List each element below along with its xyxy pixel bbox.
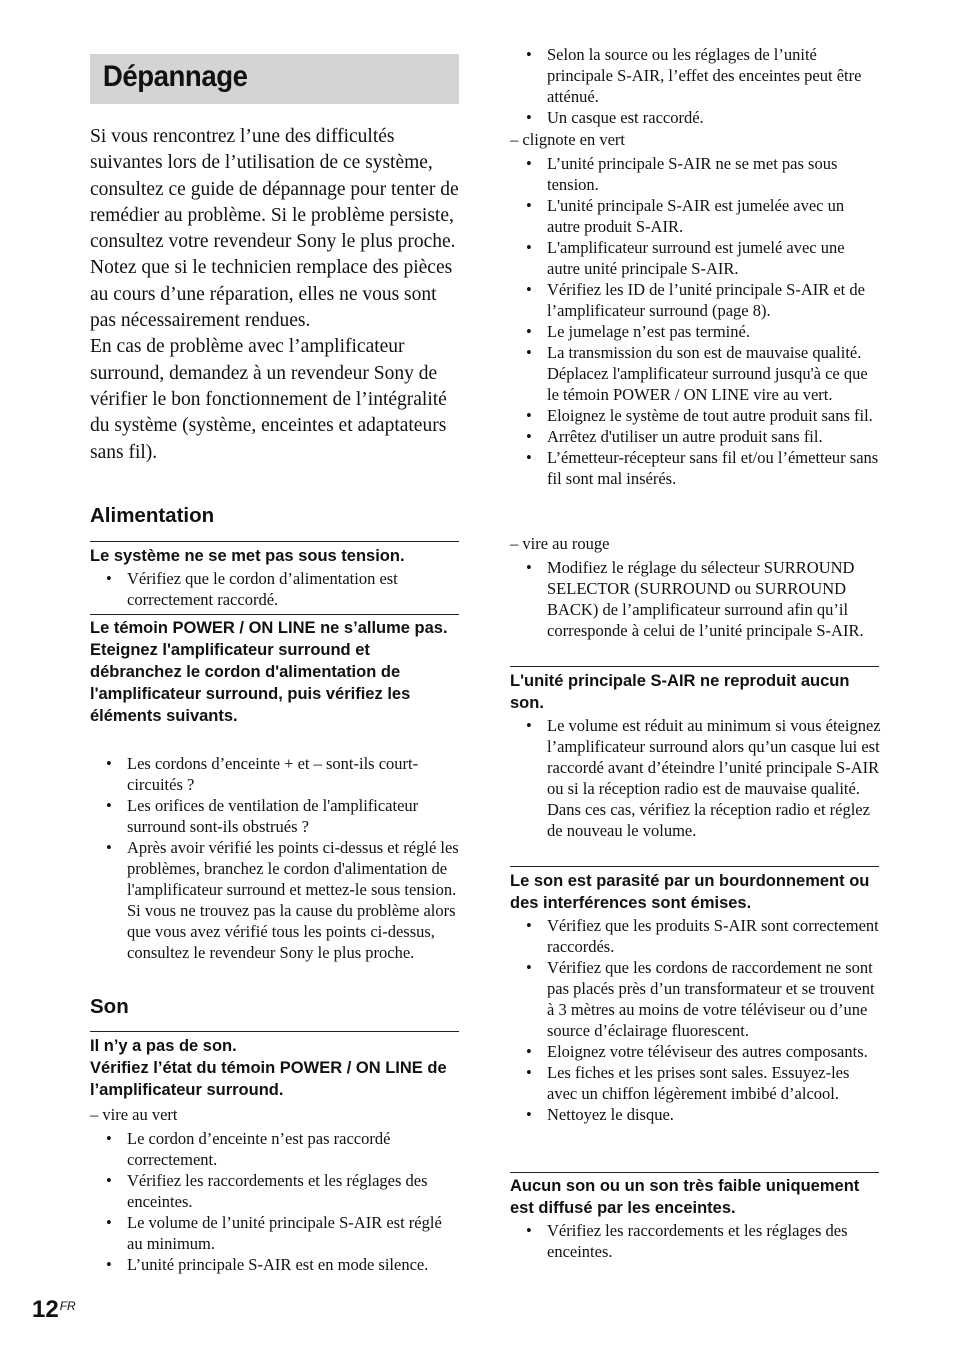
list-item: • Les fiches et les prises sont sales. Essuyez-les avec un chiffon légèrement imbibé d’alcool. — [526, 1062, 881, 1104]
list-item: • L'amplificateur surround est jumelé avec une autre unité principale S-AIR. — [526, 237, 881, 279]
list-item: • Les orifices de ventilation de l'amplificateur surround sont-ils obstrués ? — [106, 795, 461, 837]
bullet-list — [526, 44, 881, 128]
list-item: • L’unité principale S-AIR ne se met pas sous tension. — [526, 153, 881, 195]
list-item: • L’unité principale S-AIR est en mode silence. — [106, 1254, 461, 1275]
problem-title: Il n’y a pas de son. Vérifiez l’état du témoin POWER / ON LINE de l’amplificateur surround. — [90, 1037, 447, 1099]
list-item: • Un casque est raccordé. — [526, 107, 881, 128]
intro-paragraph: Si vous rencontrez l’une des difficultés suivantes lors de l’utilisation de ce système, consultez ce guide de dépannage pour tenter de remédier au problème. Si le problème persiste, consultez votre revendeur Sony le plus proche. — [90, 126, 459, 253]
bullet-list — [526, 153, 881, 489]
list-item: • Après avoir vérifié les points ci-dessus et réglé les problèmes, branchez le cordon d'alimentation de l'amplificateur surround et mettez-le sous tension. Si vous ne trouvez pas la cause du problème alors que vous avez vérifié tous les points ci-dessus, consultez le revendeur Sony le plus proche. — [106, 837, 461, 963]
page-language: FR — [59, 1299, 76, 1313]
bullet-list — [106, 753, 461, 963]
list-item: • Le volume de l’unité principale S-AIR est réglé au minimum. — [106, 1212, 461, 1254]
list-item: • Vérifiez que les cordons de raccordement ne sont pas placés près d’un transformateur et se trouvent à 3 mètres au moins de votre téléviseur ou d’une source d’éclairage fluorescent. — [526, 957, 881, 1041]
list-item: • Le volume est réduit au minimum si vous éteignez l’amplificateur surround alors qu’un casque lui est raccordé avant d’éteindre l’unité principale S-AIR ou si la réception radio est de mauvaise qualité. Dans ces cas, vérifiez la réception radio et réglez de nouveau le volume. — [526, 715, 881, 841]
status-label-clignote: – clignote en vert — [510, 130, 626, 149]
list-item: • Le cordon d’enceinte n’est pas raccordé correctement. — [106, 1128, 461, 1170]
problem-title: Le témoin POWER / ON LINE ne s’allume pas. Eteignez l'amplificateur surround et débranchez le cordon d'alimentation de l'amplificateur surround, puis vérifiez les éléments suivants. — [90, 619, 448, 725]
section-heading-alimentation: Alimentation — [90, 504, 215, 527]
bullet-list — [526, 915, 881, 1125]
list-item: • Vérifiez que le cordon d’alimentation est correctement raccordé. — [106, 568, 461, 610]
divider — [90, 1031, 459, 1032]
title-banner — [90, 54, 459, 104]
bullet-list — [106, 1128, 461, 1275]
divider — [510, 666, 879, 667]
list-item: • Eloignez votre téléviseur des autres composants. — [526, 1041, 881, 1062]
list-item: • Selon la source ou les réglages de l’unité principale S-AIR, l’effet des enceintes peut être atténué. — [526, 44, 881, 107]
page-number — [32, 1296, 76, 1324]
page-number-value: 12 — [32, 1296, 59, 1323]
list-item: • Arrêtez d'utiliser un autre produit sans fil. — [526, 426, 881, 447]
divider — [510, 1172, 879, 1173]
list-item: • Vérifiez les raccordements et les réglages des enceintes. — [526, 1220, 881, 1262]
status-label-rouge: – vire au rouge — [510, 534, 610, 553]
list-item: • Vérifiez que les produits S-AIR sont correctement raccordés. — [526, 915, 881, 957]
intro-paragraph: Notez que si le technicien remplace des pièces au cours d’une réparation, elles ne vous sont pas nécessairement rendues. — [90, 257, 453, 332]
list-item: • L'unité principale S-AIR est jumelée avec un autre produit S-AIR. — [526, 195, 881, 237]
intro-paragraph: En cas de problème avec l’amplificateur surround, demandez à un revendeur Sony de vérifier le bon fonctionnement de l’intégralité du système (système, enceintes et adaptateurs sans fil). — [90, 336, 447, 463]
list-item: • Vérifiez les raccordements et les réglages des enceintes. — [106, 1170, 461, 1212]
divider — [90, 541, 459, 542]
list-item: • Le jumelage n’est pas terminé. — [526, 321, 881, 342]
divider — [90, 614, 459, 615]
list-item: • L’émetteur-récepteur sans fil et/ou l’émetteur sans fil sont mal insérés. — [526, 447, 881, 489]
bullet-list — [526, 557, 881, 641]
list-item: • Nettoyez le disque. — [526, 1104, 881, 1125]
problem-title: Aucun son ou un son très faible uniquement est diffusé par les enceintes. — [510, 1177, 860, 1217]
list-item: • Modifiez le réglage du sélecteur SURROUND SELECTOR (SURROUND ou SURROUND BACK) de l’amplificateur surround afin qu’il corresponde à celui de l’unité principale S-AIR. — [526, 557, 881, 641]
status-label-vert: – vire au vert — [90, 1105, 178, 1124]
bullet-list — [526, 715, 881, 841]
list-item: • Les cordons d’enceinte + et – sont-ils court-circuités ? — [106, 753, 461, 795]
problem-title: L'unité principale S-AIR ne reproduit aucun son. — [510, 672, 850, 712]
list-item: • Vérifiez les ID de l’unité principale S-AIR et de l’amplificateur surround (page 8). — [526, 279, 881, 321]
divider — [510, 866, 879, 867]
list-item: • La transmission du son est de mauvaise qualité. Déplacez l'amplificateur surround jusqu'à ce que le témoin POWER / ON LINE vire au vert. — [526, 342, 881, 405]
bullet-list — [106, 568, 461, 610]
list-item: • Eloignez le système de tout autre produit sans fil. — [526, 405, 881, 426]
section-heading-son: Son — [90, 995, 129, 1018]
intro-text — [90, 124, 462, 466]
page-title: Dépannage — [102, 60, 248, 93]
bullet-list — [526, 1220, 881, 1262]
problem-title: Le système ne se met pas sous tension. — [90, 547, 405, 565]
problem-title: Le son est parasité par un bourdonnement ou des interférences sont émises. — [510, 872, 870, 912]
